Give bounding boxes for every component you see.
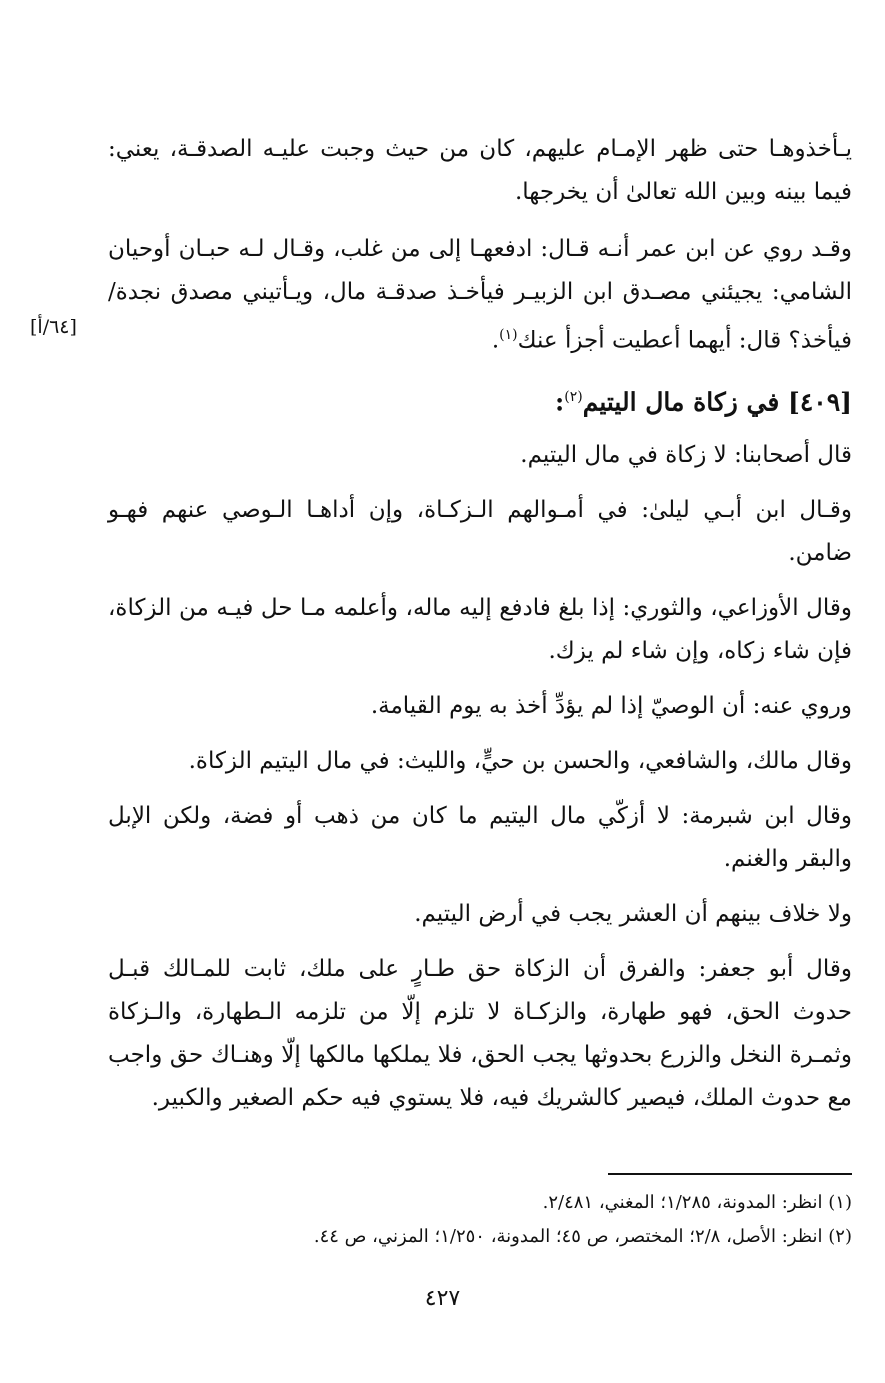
footnote-separator <box>608 1173 852 1175</box>
paragraph: وروي عنه: أن الوصيّ إذا لم يؤدِّ أخذ به يوم القيامة. <box>370 692 852 719</box>
section-title: في زكاة مال اليتيم <box>582 386 780 416</box>
page-body <box>108 128 852 1132</box>
paragraph: ولا خلاف بينهم أن العشر يجب في أرض اليتيم. <box>414 900 852 927</box>
footnote: (١) انظر: المدونة، ١/٢٨٥؛ المغني، ٢/٤٨١. <box>542 1192 852 1213</box>
paragraph-text: وقـد روي عن ابن عمر أنـه قـال: ادفعهـا إلى من غلب، وقـال لـه حبـان أوحيان الشامي: يجيئني مصـدق ابن الزبيـر فيأخـذ صدقـة مال، ويـأتيني مصدق نجدة/ فيأخذ؟ قال: أيهما أعطيت أجزأ عنك <box>108 236 852 354</box>
footnote-ref[interactable]: (١) <box>499 327 518 343</box>
heading-footnote-ref[interactable]: (٢) <box>564 388 583 405</box>
footnote: (٢) انظر: الأصل، ٢/٨؛ المختصر، ص ٤٥؛ المدونة، ١/٢٥٠؛ المزني، ص ٤٤. <box>313 1226 852 1247</box>
section-number: [٤٠٩] <box>788 386 852 416</box>
paragraph: وقال مالك، والشافعي، والحسن بن حيٍّ، والليث: في مال اليتيم الزكاة. <box>188 747 852 774</box>
footnotes <box>108 1186 852 1254</box>
paragraph: وقال أبو جعفر: والفرق أن الزكاة حق طـارٍ على ملك، ثابت للمـالك قبـل حدوث الحق، فهو طهارة، والزكـاة لا تلزم إلّا من تلزمه الـطهارة، والـزكاة وثمـرة النخل والزرع بحدوثها يجب الحق، فلا يملكها مالكها إلّا وهنـاك حق واجب مع حدوث الملك، فيصير كالشريك فيه، فلا يستوي فيه حكم الصغير والكبير. <box>108 955 852 1111</box>
paragraph: وقال ابن شبرمة: لا أزكّي مال اليتيم ما كان من ذهب أو فضة، ولكن الإبل والبقر والغنم. <box>108 802 852 872</box>
heading-suffix: : <box>554 386 565 416</box>
paragraph: يـأخذوهـا حتى ظهر الإمـام عليهم، كان من حيث وجبت عليـه الصدقـة، يعني: فيما بينه وبين الله تعالىٰ أن يخرجها. <box>108 136 852 205</box>
paragraph: وقال الأوزاعي، والثوري: إذا بلغ فادفع إليه ماله، وأعلمه مـا حل فيـه من الزكاة، فإن شاء زكاه، وإن شاء لم يزك. <box>108 594 852 664</box>
paragraph: وقـال ابن أبـي ليلىٰ: في أمـوالهم الـزكـاة، وإن أداهـا الـوصي عنهم فهـو ضامن. <box>108 496 852 566</box>
folio-marker: [٦٤/أ] <box>30 316 77 338</box>
paragraph: قال أصحابنا: لا زكاة في مال اليتيم. <box>520 441 852 468</box>
section-heading <box>108 375 852 424</box>
page-number: ٤٢٧ <box>424 1286 461 1311</box>
paragraph-with-footnote: وقـد روي عن ابن عمر أنـه قـال: ادفعهـا إلى من غلب، وقـال لـه حبـان أوحيان الشامي: يجيئني مصـدق ابن الزبيـر فيأخـذ صدقـة مال، ويـأتيني مصدق نجدة/ فيأخذ؟ قال: أيهما أعطيت أجزأ عنك$^{(١)}$. <box>108 236 852 354</box>
